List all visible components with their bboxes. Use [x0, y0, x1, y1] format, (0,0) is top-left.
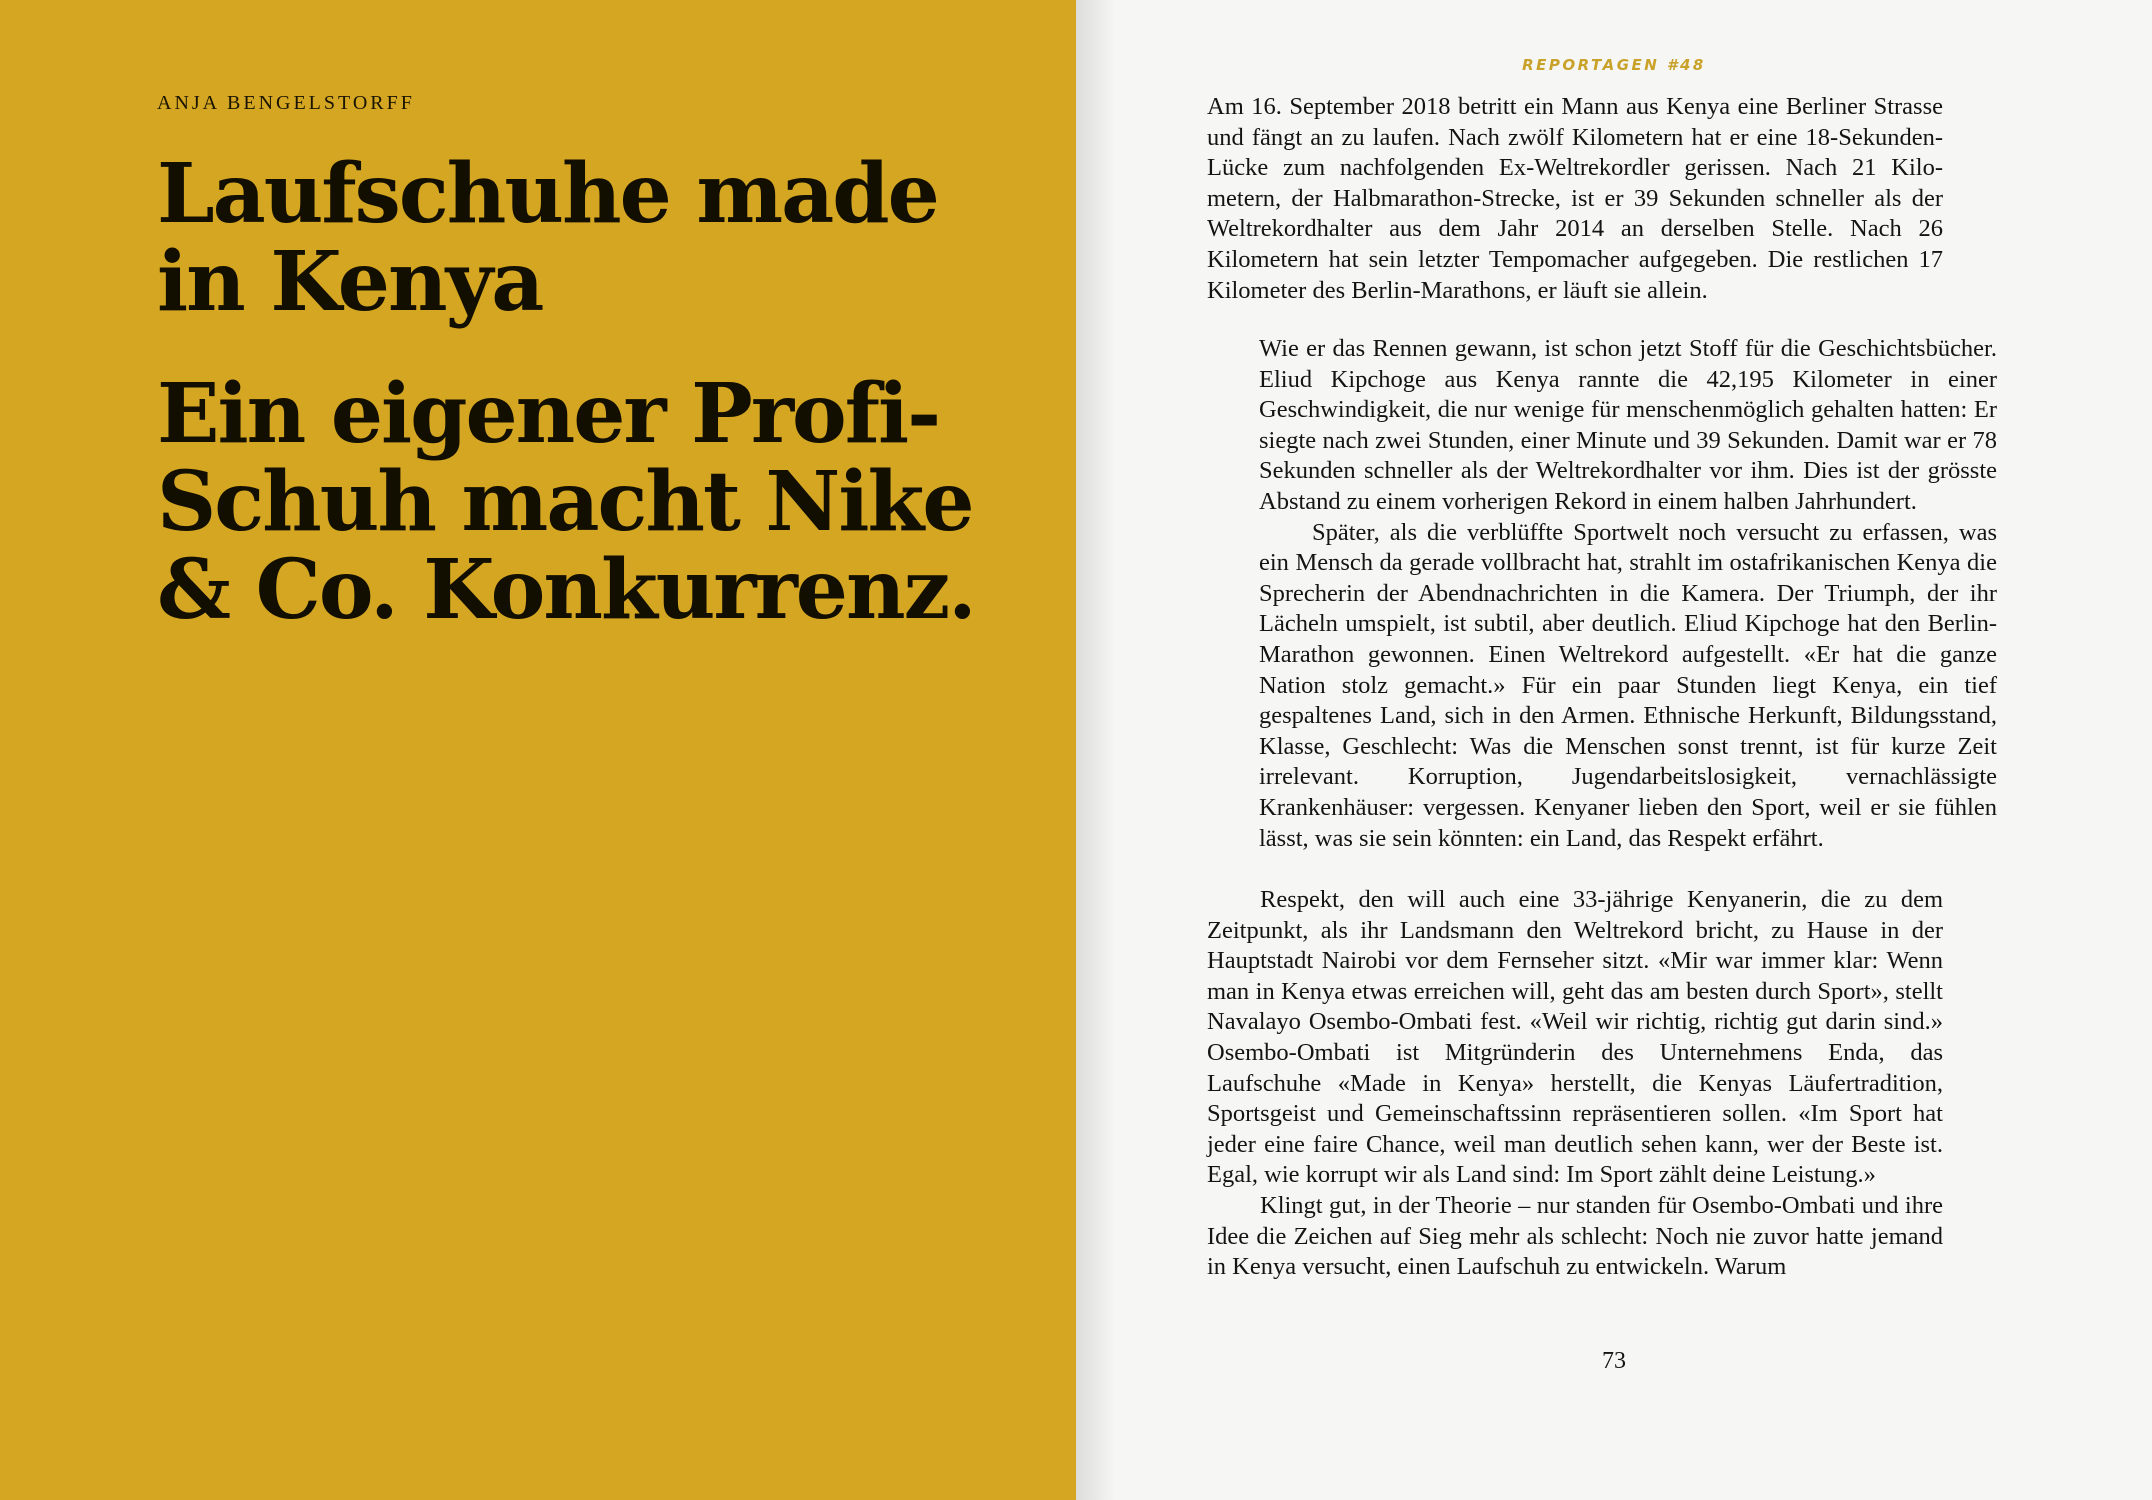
gutter-shadow: [1076, 0, 1116, 1500]
body-paragraph-3: Klingt gut, in der Theorie – nur standen für Osembo-Ombati und ihre Idee die Zeichen auf Sieg mehr als schlecht: Noch nie zuvor hatte jemand in Kenya versucht, einen Laufschuh zu entwickeln. Warum: [1207, 1191, 1943, 1281]
body-continuation: [1207, 885, 1943, 1283]
body-paragraph-1: Am 16. September 2018 betritt ein Mann aus Kenya eine Berliner Strasse und fängt an zu laufen. Nach zwölf Kilometern hat er eine 18-Sekunden-Lücke zum nachfolgenden Ex-Weltrekordler gerissen. Nach 21 Kilometern, der Halbmarathon-Strecke, ist er 39 Sekunden schneller als der Weltrekordhalter aus dem Jahr 2014 an derselben Stelle. Nach 26 Kilometern hat sein letzter Tempomacher aufgegeben. Die restlichen 17 Kilometer des Berlin-Marathons, er läuft sie allein.: [1207, 93, 1943, 304]
author-name: ANJA BENGELSTORFF: [157, 92, 415, 114]
indented-paragraph-2: Später, als die verblüffte Sportwelt noch versucht zu erfassen, was ein Mensch da gerade vollbracht hat, strahlt im ostafrikanischen Kenya die Sprecherin der Abendnachrichten in die Kamera. Der Triumph, der ihr Lächeln umspielt, ist subtil, aber deutlich. Eliud Kipchoge hat den Berlin-Marathon gewonnen. Einen Weltrekord aufgestellt. «Er hat die ganze Nation stolz gemacht.» Für ein paar Stunden liegt Kenya, ein tief gespaltenes Land, sich in den Armen. Ethnische Herkunft, Bildungsstand, Klasse, Geschlecht: Was die Menschen sonst trennt, ist für kurze Zeit irrelevant. Korruption, Jugendarbeitslosigkeit, vernachlässigte Krankenhäuser: vergessen. Kenyaner lieben den Sport, weil er sie fühlen lässt, was sie sein könnten: ein Land, das Respekt erfährt.: [1259, 518, 1997, 852]
body-paragraph-2: Respekt, den will auch eine 33-jährige Kenyanerin, die zu dem Zeitpunkt, als ihr Landsmann den Weltrekord bricht, zu Hause in der Hauptstadt Nairobi vor dem Fernseher sitzt. «Mir war immer klar: Wenn man in Kenya etwas erreichen will, geht das am besten durch Sport», stellt Navalayo Osembo-Ombati fest. «Weil wir richtig, richtig gut darin sind.» Osembo-Ombati ist Mitgründerin des Unternehmens Enda, das Laufschuhe «Made in Kenya» herstellt, die Kenyas Läufertradition, Sportsgeist und Gemeinschaftssinn repräsentieren sollen. «Im Sport hat jeder eine faire Chance, weil man deutlich sehen kann, wer der Beste ist. Egal, wie korrupt wir als Land sind: Im Sport zählt deine Leistung.»: [1207, 886, 1943, 1189]
page-number: 73: [1602, 1348, 1626, 1374]
article-title: Laufschuhe made in Kenya: [157, 146, 938, 330]
indented-block: [1259, 334, 1997, 854]
running-head: REPORTAGEN #48: [1522, 56, 1706, 74]
indented-paragraph-1: Wie er das Rennen gewann, ist schon jetzt Stoff für die Geschichtsbücher. Eliud Kipchoge aus Kenya rannte die 42,195 Kilometer in einer Geschwindigkeit, die nur wenige für menschenmöglich gehalten hatten: Er siegte nach zwei Stunden, einer Minute und 39 Sekunden. Damit war er 78 Sekunden schneller als der Weltrekordhalter vor ihm. Dies ist der grösste Abstand zu einem vorherigen Rekord in einem halben Jahrhundert.: [1259, 335, 1997, 515]
article-subtitle: Ein eigener Profi-Schuh macht Nike & Co. Konkurrenz.: [157, 366, 975, 638]
